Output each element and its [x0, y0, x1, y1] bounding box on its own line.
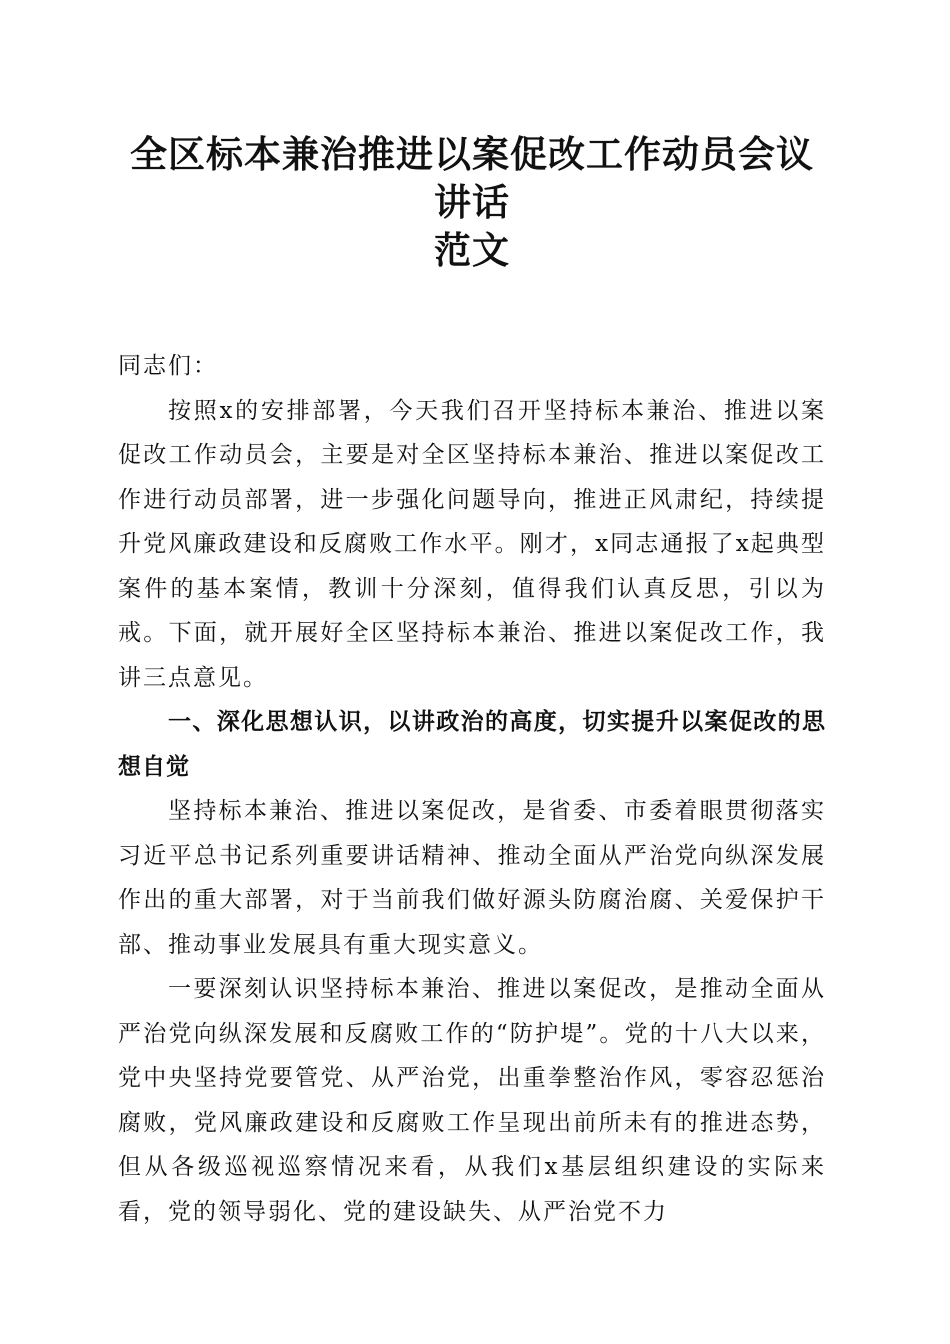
document-title — [118, 130, 826, 274]
intro-paragraph: 按照x的安排部署，今天我们召开坚持标本兼治、推进以案促改工作动员会，主要是对全区坚持标本兼治、推进以案促改工作进行动员部署，进一步强化问题导向，推进正风肃纪，持续提升党风廉政建设和反腐败工作水平。刚才，x同志通报了x起典型案件的基本案情，教训十分深刻，值得我们认真反思，引以为戒。下面，就开展好全区坚持标本兼治、推进以案促改工作，我讲三点意见。 — [118, 397, 826, 691]
document-page — [118, 130, 826, 1234]
title-line-2: 范文 — [434, 228, 510, 272]
document-body — [118, 344, 826, 1234]
title-line-1: 全区标本兼治推进以案促改工作动员会议讲话 — [130, 132, 814, 224]
section-1-paragraph-2: 一要深刻认识坚持标本兼治、推进以案促改，是推动全面从严治党向纵深发展和反腐败工作的“防护堤”。党的十八大以来，党中央坚持党要管党、从严治党，出重拳整治作风，零容忍惩治腐败，党风廉政建设和反腐败工作呈现出前所未有的推进态势，但从各级巡视巡察情况来看，从我们x基层组织建设的实际来看，党的领导弱化、党的建设缺失、从严治党不力 — [118, 976, 826, 1225]
salutation: 同志们： — [118, 353, 218, 379]
section-1-heading: 一、深化思想认识，以讲政治的高度，切实提升以案促改的思想自觉 — [118, 709, 826, 780]
section-1-paragraph-1: 坚持标本兼治、推进以案促改，是省委、市委着眼贯彻落实习近平总书记系列重要讲话精神、推动全面从严治党向纵深发展作出的重大部署，对于当前我们做好源头防腐治腐、关爱保护干部、推动事业发展具有重大现实意义。 — [118, 798, 826, 958]
